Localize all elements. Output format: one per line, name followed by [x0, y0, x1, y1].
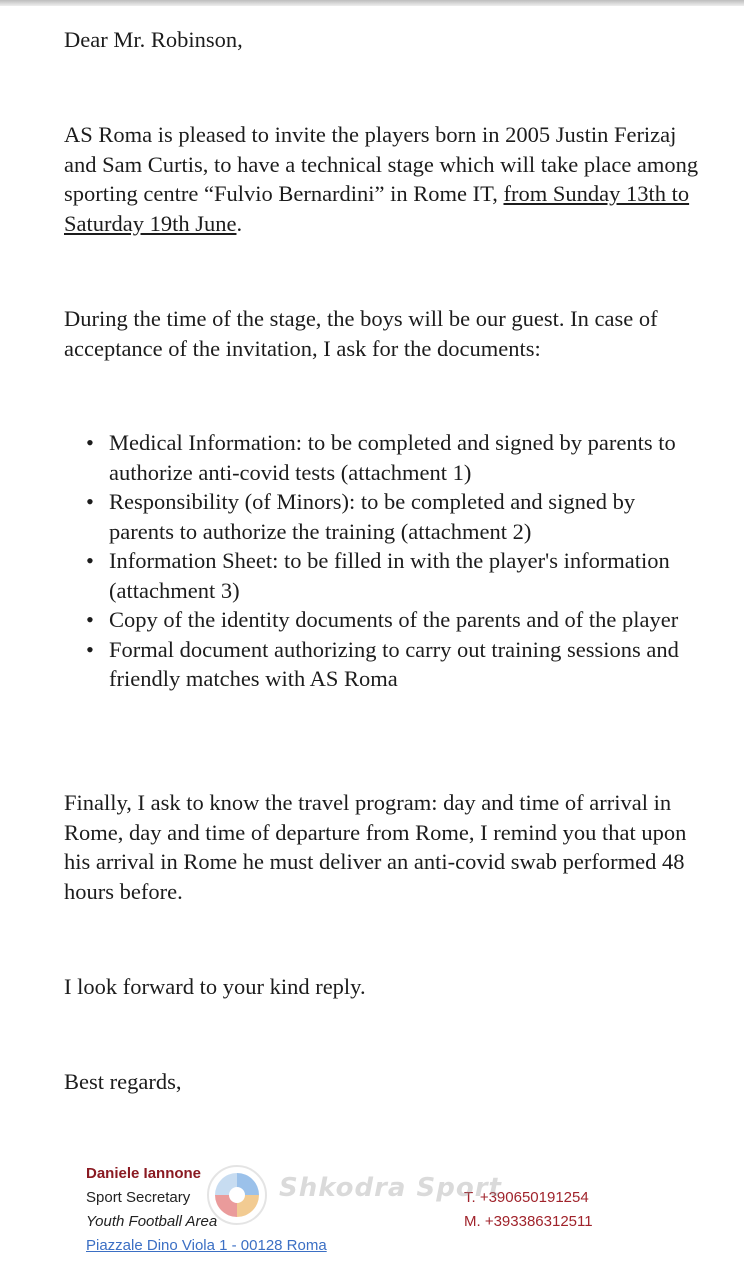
signature-phone: T. +390650191254: [464, 1189, 589, 1206]
documents-list: [64, 428, 704, 694]
invitation-text: AS Roma is pleased to invite the players born in 2005 Justin Ferizaj and Sam Curtis, to have a technical stage which will take place among sporting centre “Fulvio Bernardini” in Rome IT,: [64, 122, 699, 206]
list-item: • Responsibility (of Minors): to be completed and signed by parents to authorize the training (attachment 2): [64, 487, 704, 546]
shkodra-sport-logo-icon: [205, 1163, 269, 1227]
stage-dates: from Sunday 13th to Saturday 19th June: [64, 181, 690, 236]
list-item: • Copy of the identity documents of the parents and of the player: [64, 605, 704, 635]
signature-mobile: M. +393386312511: [464, 1213, 593, 1230]
watermark: [205, 1163, 565, 1227]
list-item: • Information Sheet: to be filled in with the player's information (attachment 3): [64, 546, 704, 605]
top-shadow-bar: [0, 0, 744, 6]
reply-paragraph: I look forward to your kind reply.: [64, 974, 366, 999]
travel-program-paragraph: Finally, I ask to know the travel program: day and time of arrival in Rome, day and time of departure from Rome, I remind you that upon his arrival in Rome he must deliver an anti-covid swab performed 48 hours before.: [64, 790, 687, 904]
signature-address-link[interactable]: Piazzale Dino Viola 1 - 00128 Roma: [86, 1237, 327, 1254]
signature-role: Sport Secretary: [86, 1189, 191, 1206]
closing: Best regards,: [64, 1069, 182, 1094]
signature-name: Daniele Iannone: [86, 1165, 202, 1182]
signature-area: Youth Football Area: [86, 1213, 218, 1230]
greeting: Dear Mr. Robinson,: [64, 27, 243, 52]
invitation-end: .: [236, 210, 243, 236]
watermark-text: Shkodra Sport: [279, 1173, 502, 1203]
list-item: • Medical Information: to be completed and signed by parents to authorize anti-covid tests (attachment 1): [64, 428, 704, 487]
list-item: • Formal document authorizing to carry out training sessions and friendly matches with AS Roma: [64, 635, 704, 694]
invitation-paragraph: [64, 120, 704, 238]
documents-intro-paragraph: During the time of the stage, the boys will be our guest. In case of acceptance of the invitation, I ask for the documents:: [64, 306, 658, 361]
